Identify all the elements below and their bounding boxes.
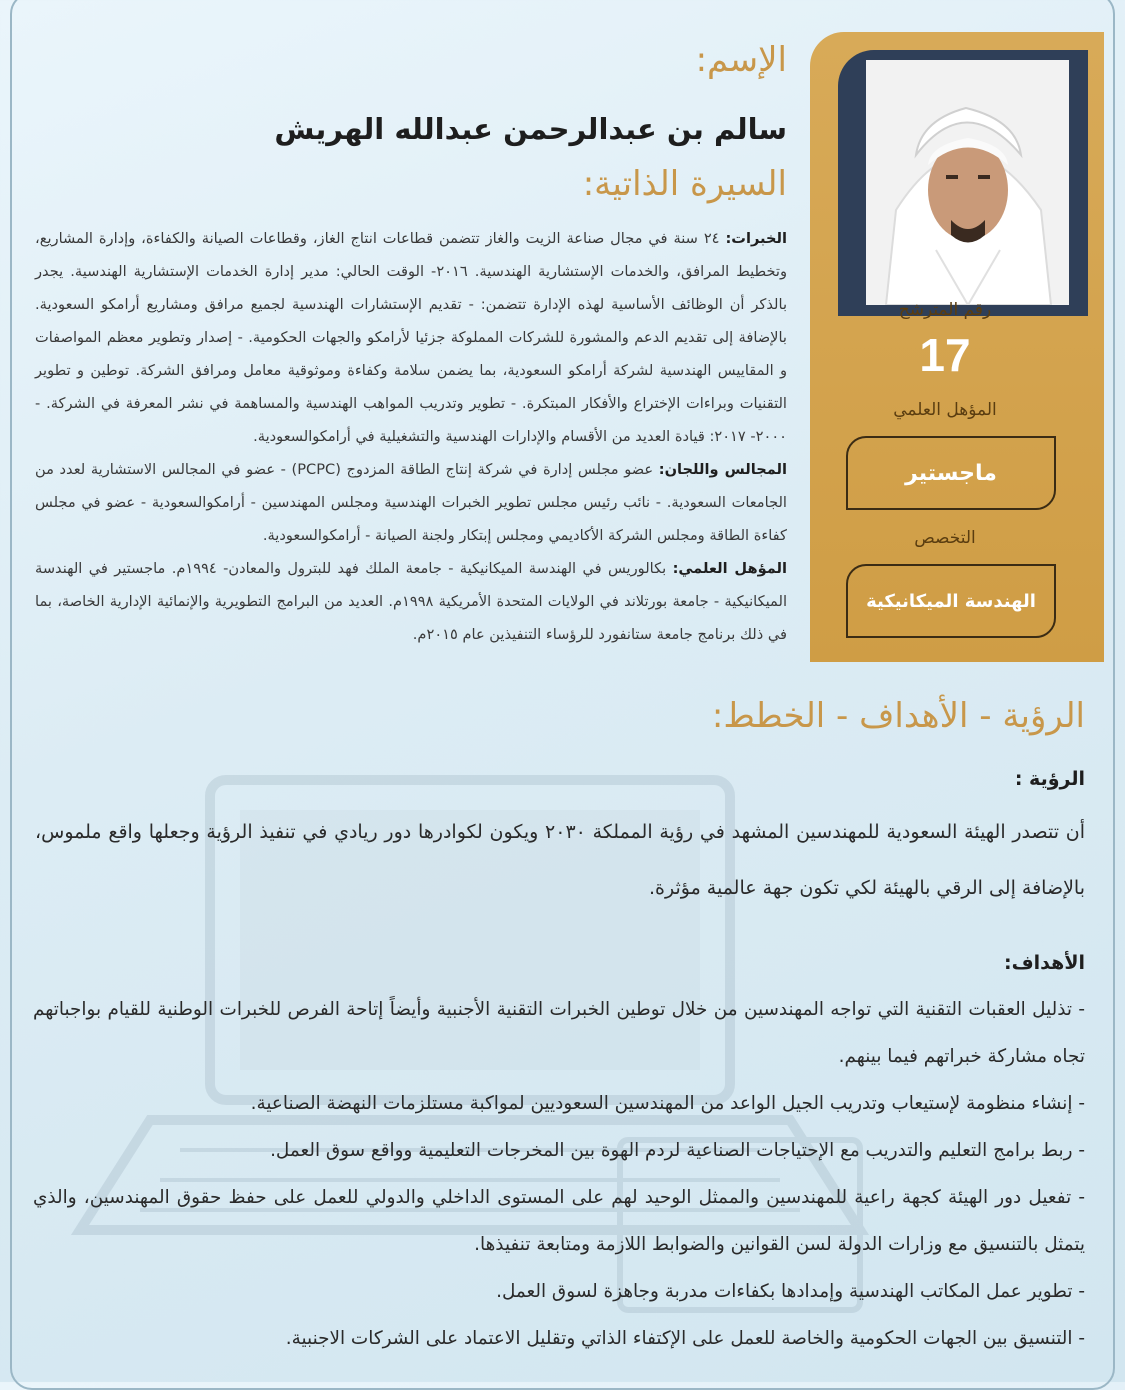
bio-councils — [35, 453, 787, 552]
plan-heading: الرؤية - الأهداف - الخطط: — [711, 696, 1085, 736]
specialty-box — [846, 564, 1056, 638]
bio-experience — [35, 222, 787, 453]
degree-value: ماجستير — [905, 460, 997, 486]
goal-item: - تطوير عمل المكاتب الهندسية وإمدادها بكفاءات مدربة وجاهزة لسوق العمل. — [496, 1281, 1085, 1302]
goals-list — [33, 986, 1085, 1362]
candidate-photo — [866, 60, 1069, 305]
candidate-card — [810, 32, 1104, 662]
goal-item: - تذليل العقبات التقنية التي تواجه المهندسين من خلال توطين الخبرات التقنية الأجنبية وأيضاً إتاحة الفرص للخبرات الوطنية للقيام بواجباتهم تجاه مشاركة خبراتهم فيما بينهم. — [33, 999, 1085, 1067]
councils-text: عضو مجلس إدارة في شركة إنتاج الطاقة المزدوج (PCPC) - عضو في المجالس الاستشارية لعدد من الجامعات السعودية. - نائب رئيس مجلس تطوير الخبرات الهندسية ومجلس المهندسين - أرامكوالسعودية - عضو في مجلس كفاءة الطاقة ومجلس الشركة الأكاديمي ومجلس إبتكار ولجنة الصيانة - أرامكوالسعودية. — [35, 461, 787, 544]
education-text: بكالوريس في الهندسة الميكانيكية - جامعة الملك فهد للبترول والمعادن- ١٩٩٤م. ماجستير في الهندسة الميكانيكية - جامعة بورتلاند في الولايات المتحدة الأمريكية ١٩٩٨م. العديد من البرامج التطويرية والإنمائية الإدارية الخاصة، بما في ذلك برنامج جامعة ستانفورد للرؤساء التنفيذين عام ٢٠١٥م. — [35, 560, 787, 643]
candidate-number-label: رقم المترشح — [898, 300, 992, 320]
councils-label: المجالس واللجان: — [658, 461, 787, 478]
experience-label: الخبرات: — [725, 230, 787, 247]
goal-item: - إنشاء منظومة لإستيعاب وتدريب الجيل الواعد من المهندسين السعوديين لمواكبة مستلزمات النهضة الصناعية. — [250, 1093, 1085, 1114]
education-label: المؤهل العلمي: — [672, 560, 787, 577]
goal-item: - التنسيق بين الجهات الحكومية والخاصة للعمل على الإكتفاء الذاتي وتقليل الاعتماد على الشركات الاجنبية. — [285, 1328, 1085, 1349]
person-portrait-icon — [866, 60, 1069, 305]
specialty-label: التخصص — [914, 528, 976, 548]
specialty-value: الهندسة الميكانيكية — [866, 590, 1036, 612]
photo-frame — [838, 50, 1088, 316]
goals-label: الأهداف: — [1004, 952, 1085, 974]
bio-heading: السيرة الذاتية: — [582, 164, 787, 204]
goal-item: - ربط برامج التعليم والتدريب مع الإحتياجات الصناعية لردم الهوة بين المخرجات التعليمية وواقع سوق العمل. — [270, 1140, 1085, 1161]
bio-body — [35, 222, 787, 651]
experience-text: ٢٤ سنة في مجال صناعة الزيت والغاز تتضمن قطاعات انتاج الغاز، وقطاعات الصيانة والكفاءة، وإدارة المشاريع، وتخطيط المرافق، والخدمات الإستشارية الهندسية. ٢٠١٦- الوقت الحالي: مدير إدارة الخدمات الإستشارية الهندسية. يجدر بالذكر أن الوظائف الأساسية لهذه الإدارة تتضمن: - تقديم الإستشارات الهندسية لجميع مرافق ومشاريع أرامكو السعودية. بالإضافة إلى تقديم الدعم والمشورة للشركات المملوكة جزئيا لأرامكو والجهات الحكومية. - إصدار وتطوير معظم المواصفات و المقاييس الهندسية لشركة أرامكو السعودية، بما يضمن سلامة وكفاءة وموثوقية معامل ومرافق الشركة. توطين و تطوير التقنيات وبراءات الإختراع والأفكار المبتكرة. - تطوير وتدريب المواهب الهندسية والمساهمة في نشر المعرفة في الشركة. - ٢٠٠٠- ٢٠١٧: قيادة العديد من الأقسام والإدارات الهندسية والتشغيلية في أرامكوالسعودية. — [35, 230, 787, 445]
degree-box — [846, 436, 1056, 510]
goal-item: - تفعيل دور الهيئة كجهة راعية للمهندسين والممثل الوحيد لهم على المستوى الداخلي والدولي للعمل على حفظ حقوق المهندسين، والذي يتمثل بالتنسيق مع وزارات الدولة لسن القوانين والضوابط اللازمة ومتابعة تنفيذها. — [33, 1187, 1085, 1255]
vision-text: أن تتصدر الهيئة السعودية للمهندسين المشهد في رؤية المملكة ٢٠٣٠ ويكون لكوادرها دور ريادي في تنفيذ الرؤية وجعلها واقع ملموس، بالإضافة إلى الرقي بالهيئة لكي تكون جهة عالمية مؤثرة. — [35, 821, 1085, 899]
vision-label: الرؤية : — [1014, 768, 1085, 790]
bio-education — [35, 552, 787, 651]
candidate-number: 17 — [919, 329, 971, 381]
name-heading: الإسم: — [695, 40, 787, 80]
candidate-name: سالم بن عبدالرحمن عبدالله الهريش — [274, 112, 787, 146]
degree-label: المؤهل العلمي — [893, 400, 997, 420]
